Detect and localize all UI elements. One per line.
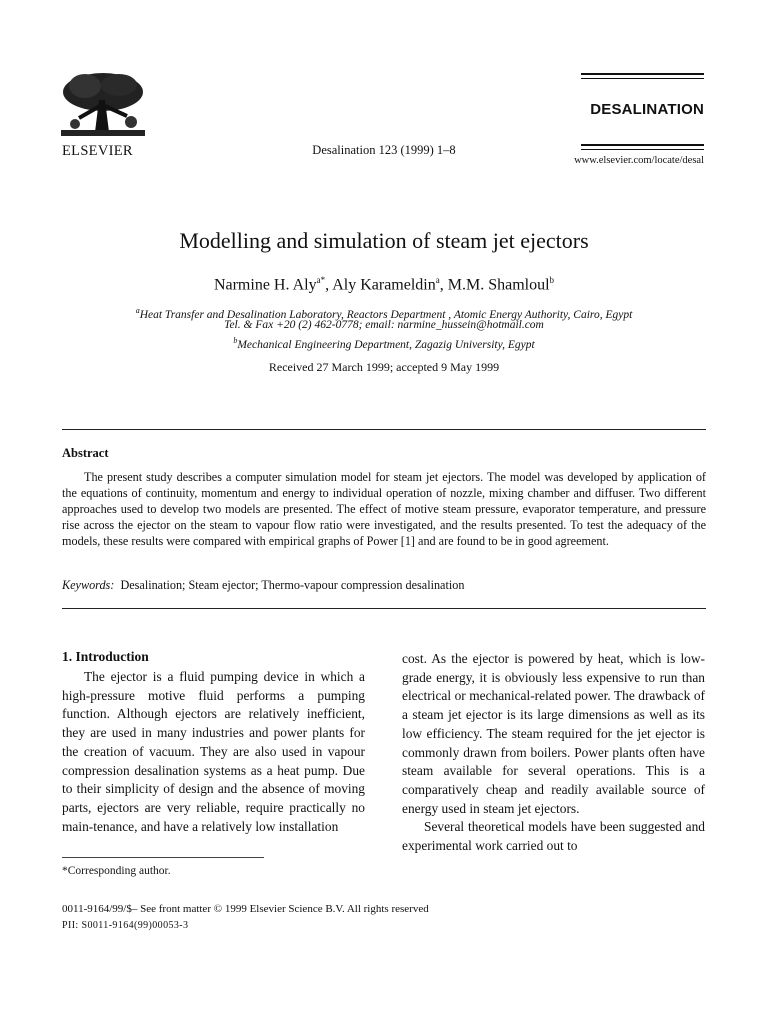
- affiliation-b: [0, 333, 768, 353]
- header-rule: [581, 149, 704, 150]
- author-affiliation-mark: b: [549, 275, 555, 285]
- header-rule: [581, 73, 704, 75]
- author-affiliation-mark: a: [435, 275, 440, 285]
- keywords-list: Desalination; Steam ejector; Thermo-vapour compression desalination: [120, 578, 465, 592]
- paragraph: cost. As the ejector is powered by heat, which is low-grade energy, it is obviously less expensive to run than electrical or mechanical-related power. The drawback of a steam jet ejector is its large dimensions as well as its low efficiency. The steam required for the jet ejector is commonly drawn from boilers. Power plants often have steam available for several operations. This is a comparatively cheap and readily available source of energy used in steam jet ejectors.: [402, 651, 705, 816]
- header-rule: [581, 78, 704, 79]
- affiliation-mark: b: [233, 336, 238, 345]
- body-column-right: [402, 650, 705, 856]
- section-divider: [62, 608, 706, 609]
- journal-url[interactable]: www.elsevier.com/locate/desal: [574, 155, 704, 166]
- abstract-heading: Abstract: [62, 446, 109, 460]
- abstract-text: The present study describes a computer simulation model for steam jet ejectors. The model was developed by application of the equations of continuity, momentum and energy to individual operation of nozzle, mixing chamber and diffuser. Two different approaches used to develop two models are presented. The effect of motive steam pressure, evaporator temperature, and pressure rise across the ejector on the steam to vapour flow ratio were investigated, and the results presented. To test the adequacy of the models, these results were compared with empirical graphs of Power [1] and are found to be in good agreement.: [62, 470, 706, 548]
- journal-name: DESALINATION: [590, 101, 704, 118]
- author-name: Narmine H. Aly: [213, 276, 317, 294]
- author-list: [0, 275, 768, 294]
- article-title: Modelling and simulation of steam jet ejectors: [179, 228, 589, 253]
- keywords-line: [62, 578, 464, 593]
- footnote-rule: [62, 857, 264, 858]
- affiliation-b-text: Mechanical Engineering Department, Zagazig University, Egypt: [237, 338, 535, 351]
- author-name: M.M. Shamloul: [447, 276, 550, 294]
- section-heading: 1. Introduction: [62, 649, 149, 664]
- journal-citation: Desalination 123 (1999) 1–8: [312, 143, 456, 157]
- footnote: *Corresponding author.: [62, 865, 171, 877]
- affiliation-mark: a: [135, 306, 140, 315]
- received-dates: Received 27 March 1999; accepted 9 May 1999: [268, 360, 500, 374]
- author-separator: ,: [325, 276, 333, 294]
- header-rule: [581, 144, 704, 146]
- author-name: Aly Karameldin: [332, 276, 436, 294]
- copyright-notice: 0011-9164/99/$– See front matter © 1999 Elsevier Science B.V. All rights reserved: [62, 903, 429, 915]
- pii-identifier: PII: S0011-9164(99)00053-3: [62, 920, 189, 931]
- elsevier-tree-logo: [55, 70, 150, 140]
- paragraph: Several theoretical models have been suggested and experimental work carried out to: [402, 819, 705, 854]
- author-affiliation-mark: a*: [316, 275, 326, 285]
- body-column-left: The ejector is a fluid pumping device in which a high-pressure motive fluid performs a pumping function. Although ejectors are relatively inefficient, they are used in many industries and power plants for the creation of vacuum. They are also used in vapour compression desalination systems as a heat pump. Due to their simplicity of design and the absence of moving parts, ejectors are very reliable, require practically no main-tenance, and have a relatively low installation: [62, 669, 365, 834]
- publisher-name: ELSEVIER: [62, 143, 133, 159]
- keywords-label: Keywords:: [62, 578, 115, 592]
- author-separator: ,: [439, 276, 448, 294]
- affiliation-a-text: Heat Transfer and Desalination Laboratory, Reactors Department , Atomic Energy Authority, Cairo, Egypt: [139, 308, 633, 321]
- contact-info: Tel. & Fax +20 (2) 462-0778; email: narmine_hussein@hotmail.com: [224, 319, 544, 331]
- section-divider: [62, 429, 706, 430]
